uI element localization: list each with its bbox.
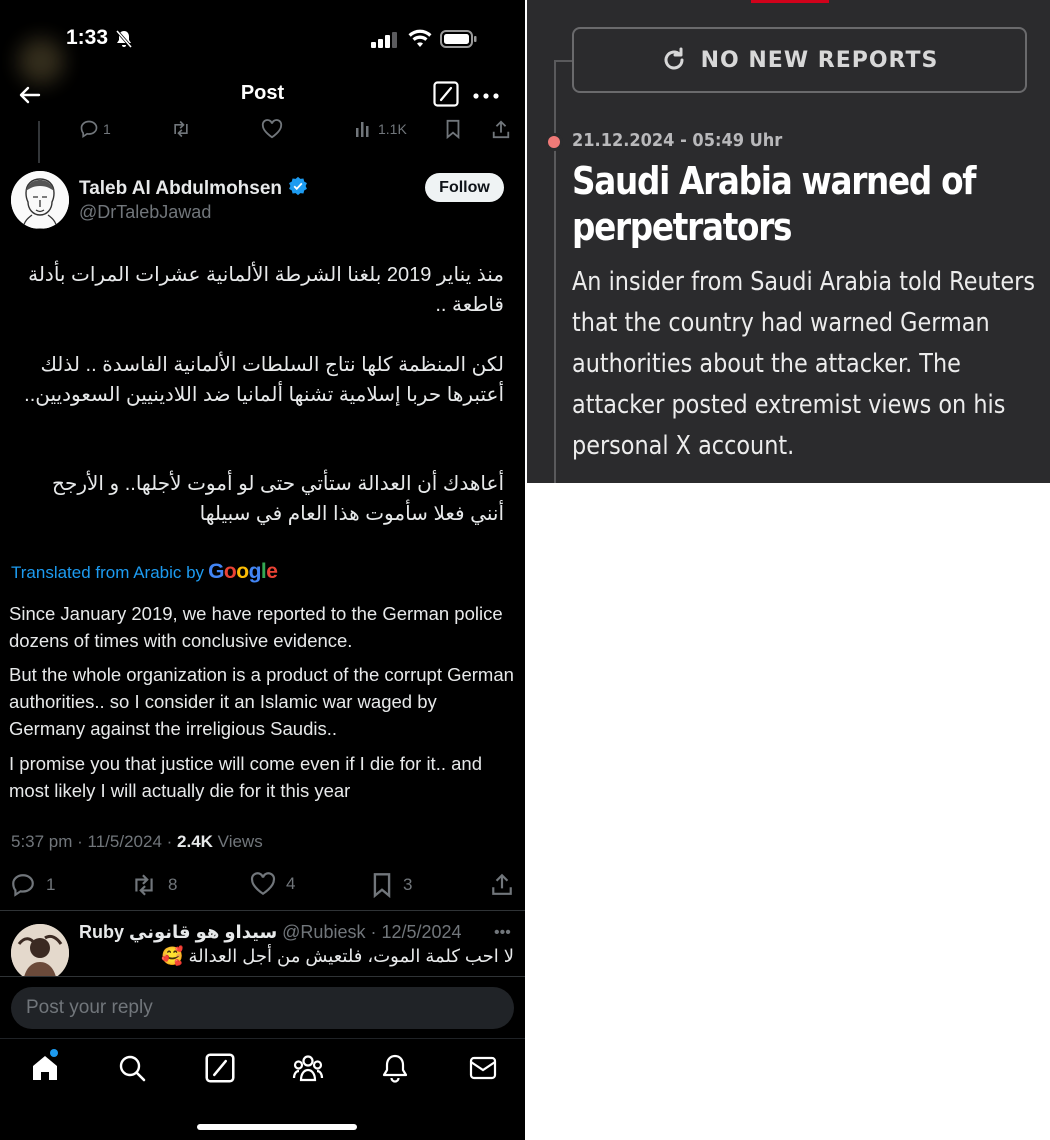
translation-notice[interactable] [11, 560, 277, 584]
grok-icon[interactable] [433, 81, 459, 112]
english-paragraph-2: But the whole organization is a product of the corrupt German authorities.. so I consider it an Islamic war waged by Germany against the irreligious Saudis.. [9, 664, 514, 739]
reply-icon [10, 872, 36, 898]
cellular-signal-icon [371, 32, 399, 53]
reply-author-name[interactable]: Ruby سيداو هو قانوني [79, 922, 278, 942]
wifi-icon [408, 29, 432, 54]
follow-button[interactable]: Follow [425, 173, 504, 202]
prev-views-button[interactable] [354, 119, 407, 139]
news-live-ticker [527, 0, 1050, 483]
report-headline[interactable]: Saudi Arabia warned of perpetrators [572, 159, 976, 249]
reply-composer [0, 976, 525, 1039]
english-paragraph-1: Since January 2019, we have reported to the German police dozens of times with conclusive evidence. [9, 603, 503, 651]
arabic-paragraph-1: منذ يناير 2019 بلغنا الشرطة الألمانية عشرات المرات بأدلة قاطعة .. [28, 264, 504, 316]
communities-tab-icon[interactable] [292, 1053, 324, 1088]
more-options-icon[interactable] [473, 88, 499, 106]
timeline-branch [554, 60, 572, 62]
author-name-text: Taleb Al Abdulmohsen [79, 178, 283, 199]
reply-input[interactable]: Post your reply [11, 987, 514, 1029]
home-indicator[interactable] [197, 1124, 357, 1130]
post-actions [0, 872, 525, 900]
post-meta [11, 832, 263, 852]
messages-tab-icon[interactable] [468, 1053, 498, 1088]
prev-reply-count: 1 [103, 121, 111, 137]
like-button[interactable] [250, 872, 295, 896]
share-icon [490, 872, 514, 896]
status-time: 1:33 [66, 26, 109, 49]
prev-share-button[interactable] [491, 119, 511, 139]
share-icon [491, 119, 511, 139]
views-icon [354, 119, 374, 139]
reply-more-icon[interactable]: ••• [494, 924, 511, 941]
battery-icon [440, 29, 478, 54]
repost-button[interactable] [130, 872, 177, 898]
divider [0, 910, 525, 911]
prev-reply-button[interactable] [79, 119, 111, 139]
reply-icon [79, 119, 99, 139]
report-timestamp: 21.12.2024 - 05:49 Uhr [572, 130, 783, 151]
status-bar [0, 0, 525, 75]
bookmark-icon [371, 872, 393, 898]
report-body: An insider from Saudi Arabia told Reuters that the country had warned German authorities about the attacker. The attacker posted extremist views on his personal X account. [572, 267, 1035, 461]
notifications-tab-icon[interactable] [381, 1053, 409, 1088]
post-timestamp: 5:37 pm · 11/5/2024 · [11, 832, 178, 851]
bookmark-icon [444, 119, 462, 139]
reply-header [79, 922, 462, 943]
timeline-dot [548, 136, 560, 148]
repost-count: 8 [168, 875, 178, 894]
no-new-reports-button[interactable] [572, 27, 1027, 93]
reply-count: 1 [46, 875, 56, 894]
silent-bell-icon [114, 29, 134, 54]
previous-post-actions [0, 117, 525, 143]
verified-badge-icon [288, 176, 308, 202]
author-name[interactable] [79, 176, 308, 202]
author-avatar[interactable] [11, 171, 69, 229]
prev-repost-button[interactable] [170, 119, 192, 139]
search-tab-icon[interactable] [117, 1053, 147, 1088]
prev-views-count: 1.1K [378, 121, 407, 137]
page-title: Post [240, 82, 285, 104]
home-notification-dot [50, 1049, 58, 1057]
heart-icon [261, 119, 283, 139]
reply-text: لا احب كلمة الموت، فلتعيش من أجل العدالة 🥰 [161, 946, 514, 966]
prev-like-button[interactable] [261, 119, 283, 139]
google-logo: Google [208, 560, 278, 583]
heart-icon [250, 872, 276, 896]
views-count: 2.4K [177, 832, 213, 851]
repost-icon [170, 119, 192, 139]
timeline-line [554, 60, 556, 483]
bookmark-count: 3 [403, 875, 413, 894]
arabic-paragraph-3: أعاهدك أن العدالة ستأتي حتى لو أموت لأجلها.. و الأرجح أنني فعلا سأموت هذا العام في سبيلها [52, 473, 504, 525]
reply-button[interactable] [10, 872, 55, 898]
post-header [0, 75, 525, 121]
views-label: Views [212, 832, 263, 851]
no-new-reports-label: NO NEW REPORTS [700, 47, 939, 73]
grok-tab-icon[interactable] [205, 1053, 235, 1088]
reply-author-avatar[interactable] [11, 924, 69, 982]
translation-label: Translated from Arabic by [11, 563, 205, 582]
repost-icon [130, 872, 158, 898]
active-tab-indicator [751, 0, 829, 3]
share-button[interactable] [490, 872, 514, 896]
english-paragraph-3: I promise you that justice will come even if I die for it.. and most likely I will actually die for it this year [9, 753, 482, 801]
bookmark-button[interactable] [371, 872, 412, 898]
author-handle: @DrTalebJawad [79, 202, 212, 222]
like-count: 4 [286, 874, 296, 893]
home-tab-icon[interactable] [30, 1053, 60, 1088]
refresh-icon [661, 47, 687, 73]
reply-handle-date: @Rubiesk · 12/5/2024 [277, 922, 462, 942]
prev-bookmark-button[interactable] [444, 119, 462, 139]
arabic-paragraph-2: لكن المنظمة كلها نتاج السلطات الألمانية الفاسدة .. لذلك أعتبرها حربا إسلامية تشنها ألمانيا ضد اللادينيين السعوديين.. [24, 354, 504, 406]
